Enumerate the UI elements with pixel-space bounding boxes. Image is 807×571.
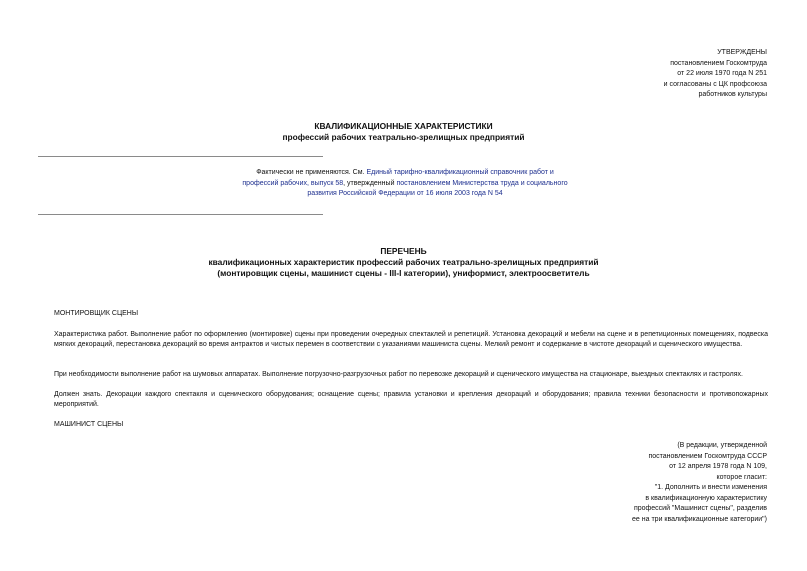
paragraph-must-know <box>54 390 768 410</box>
validity-notice <box>240 168 570 200</box>
approval-block <box>664 48 767 101</box>
paragraph-work-description <box>54 330 768 350</box>
list-title-line2: квалификационных характеристик профессий рабочих театрально-зрелищных предприятий <box>208 257 599 267</box>
revision-line: от 12 апреля 1978 года N 109, <box>669 463 767 470</box>
revision-line: постановлением Госкомтруда СССР <box>648 452 767 460</box>
notice-text-middle: , утвержденный <box>343 179 397 187</box>
revision-line: в квалификационную характеристику <box>645 494 767 502</box>
document-title-line1: КВАЛИФИКАЦИОННЫЕ ХАРАКТЕРИСТИКИ <box>314 121 493 131</box>
divider-bottom <box>38 214 323 215</box>
revision-line: профессий "Машинист сцены", разделив <box>633 505 767 512</box>
revision-note <box>632 441 767 525</box>
notice-text: Фактически не применяются. См. <box>256 169 367 176</box>
approval-line: постановлением Госкомтруда <box>670 59 767 67</box>
approval-line: работников культуры <box>698 91 767 98</box>
notice-link-etks[interactable]: Единый тарифно-квалификационный справочник работ и профессий рабочих, выпуск 58 <box>242 169 554 187</box>
paragraph-text: Характеристика работ. Выполнение работ по оформлению (монтировке) сцены при проведении очередных спектаклей и репетиций. Установка декораций и мебели на сцене и в репетиционных помещениях, подвеска мягких декораций, перестановка декораций во время антрактов и чистых перемен в соответствии с указаниями машиниста сцены. Мелкий ремонт и содержание в чистоте декораций и сценического имущества. <box>54 331 768 348</box>
document-title-line2: профессий рабочих театрально-зрелищных предприятий <box>282 132 525 142</box>
approval-line: и согласованы с ЦК профсоюза <box>663 80 767 88</box>
list-title-line3: (монтировщик сцены, машинист сцены - III-I категории), униформист, электроосветитель <box>217 268 590 278</box>
section-heading-mashinist: МАШИНИСТ СЦЕНЫ <box>54 421 124 428</box>
divider-top <box>38 156 323 157</box>
revision-line: которое гласит: <box>716 473 767 481</box>
approval-line: УТВЕРЖДЕНЫ <box>717 49 767 56</box>
revision-line: ее на три квалификационные категории") <box>632 515 767 523</box>
notice-link-resolution[interactable]: постановлением Министерства труда и социального развития Российской Федерации от 16 июля 2003 года N 54 <box>307 179 568 198</box>
paragraph-additional-work <box>54 370 768 380</box>
section-heading-montirovshchik: МОНТИРОВЩИК СЦЕНЫ <box>54 310 139 317</box>
list-title <box>0 246 807 279</box>
paragraph-text: Должен знать. Декорации каждого спектакля и сценического оборудования; оснащение сцены; правила установки и крепления декораций и оборудования; правила техники безопасности и противопожарных мероприятий. <box>54 391 768 408</box>
paragraph-text: При необходимости выполнение работ на шумовых аппаратах. Выполнение погрузочно-разгрузочных работ по перевозке декораций и сценического имущества на стационаре, выездных спектаклях и гастролях. <box>54 371 743 378</box>
document-title <box>0 121 807 143</box>
approval-line: от 22 июля 1970 года N 251 <box>677 70 767 77</box>
revision-line: (В редакции, утвержденной <box>677 442 767 449</box>
revision-line: "1. Дополнить и внести изменения <box>654 484 767 491</box>
list-title-line1: ПЕРЕЧЕНЬ <box>380 246 427 256</box>
